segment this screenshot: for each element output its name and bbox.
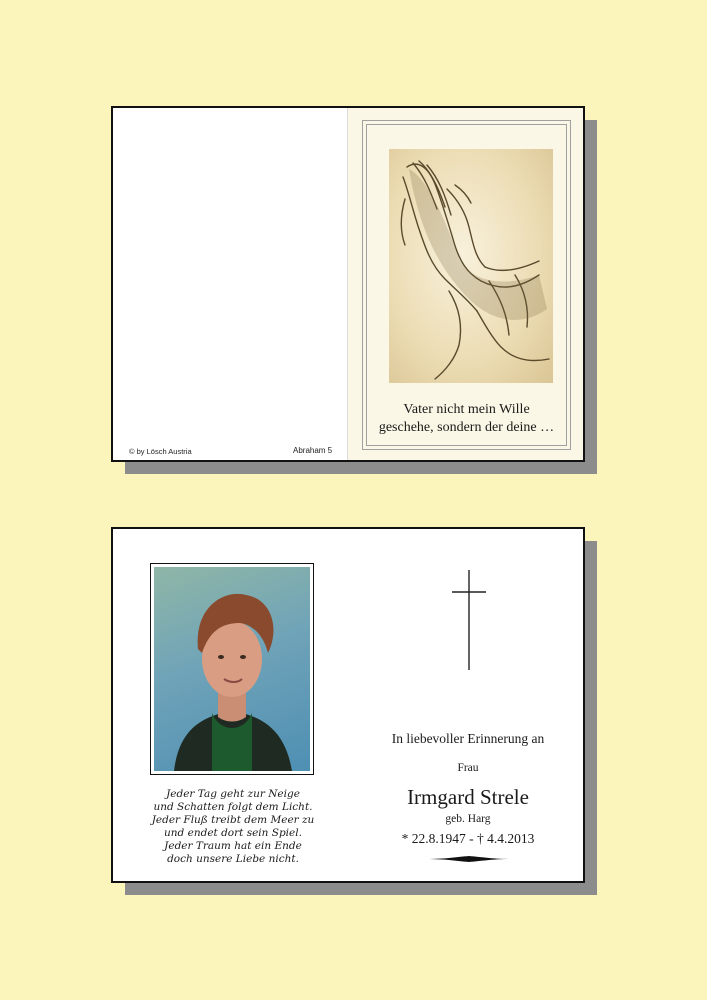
- poem-line: Jeder Fluß treibt dem Meer zu: [151, 814, 315, 826]
- life-dates: * 22.8.1947 - † 4.4.2013: [401, 831, 535, 846]
- title-frau: Frau: [457, 762, 479, 774]
- maiden-name: geb. Harg: [445, 813, 491, 825]
- portrait-frame: [150, 563, 314, 775]
- ornament-divider-icon: [426, 855, 512, 863]
- card-back: [111, 527, 585, 883]
- verse-line-1: Vater nicht mein Wille: [403, 402, 530, 417]
- verse-line-2: geschehe, sondern der deine …: [378, 420, 555, 435]
- design-name: Abraham 5: [293, 446, 333, 455]
- praying-hands-image: [389, 149, 553, 383]
- deceased-name: Irmgard Strele: [407, 785, 529, 809]
- copyright-text: © by Lösch Austria: [129, 447, 192, 456]
- portrait-photo: [154, 567, 310, 771]
- memory-line: In liebevoller Erinnerung an: [391, 731, 545, 746]
- poem-line: und endet dort sein Spiel.: [164, 827, 302, 839]
- poem-line: Jeder Traum hat ein Ende: [164, 840, 302, 852]
- poem-line: und Schatten folgt dem Licht.: [153, 801, 313, 813]
- decorative-frame: [362, 120, 571, 450]
- card-front-blank-page: [113, 108, 347, 460]
- poem: [133, 788, 333, 866]
- poem-line: Jeder Tag geht zur Neige: [166, 788, 300, 800]
- card-front: [111, 106, 585, 462]
- praying-hands-icon: [389, 149, 553, 383]
- cross-icon: [452, 570, 486, 670]
- poem-line: doch unsere Liebe nicht.: [167, 853, 299, 865]
- portrait-figure-icon: [154, 567, 310, 771]
- verse-text: [367, 401, 566, 437]
- card-front-cover: [347, 108, 583, 460]
